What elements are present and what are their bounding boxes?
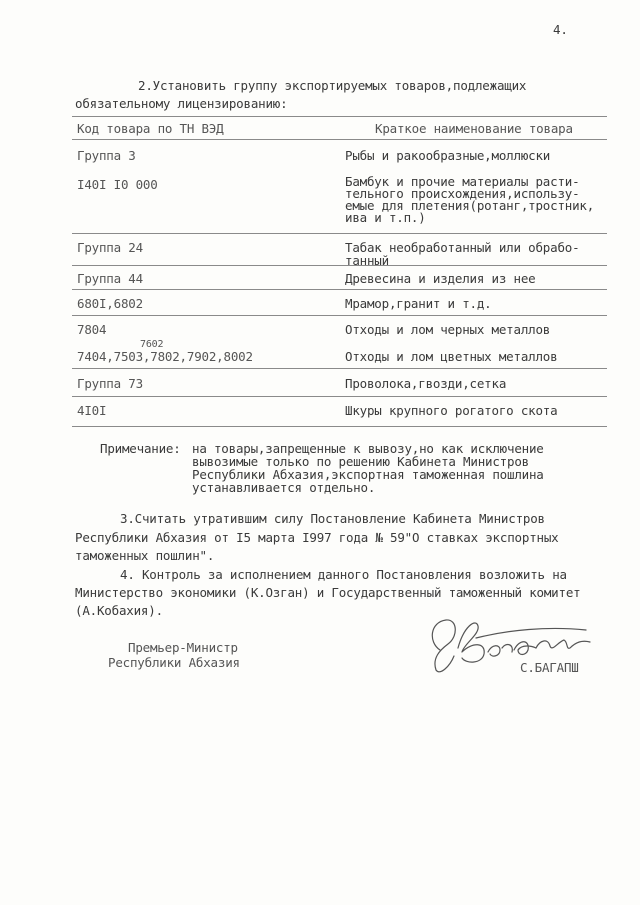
item4-line: Министерство экономики (К.Озган) и Государственный таможенный комитет [75,585,581,600]
row-rule [72,289,607,290]
table-row-name: ива и т.п.) [345,210,426,225]
col1-header: Код товара по ТН ВЭД [77,121,224,136]
table-top-rule [72,116,607,117]
row-rule [72,396,607,397]
note-line: вывозимые только по решению Кабинета Министров [192,454,529,469]
item4-line: 4. Контроль за исполнением данного Постановления возложить на [120,567,567,582]
note-label: Примечание: [100,441,181,456]
signatory-title: Премьер-Министр [128,640,238,655]
table-row-code: I40I I0 000 [77,177,158,192]
table-row-name: Отходы и лом черных металлов [345,322,551,337]
table-header-rule [72,139,607,140]
item2-line2: обязательному лицензированию: [75,96,288,111]
note-line: Республики Абхазия,экспортная таможенная пошлина [192,467,544,482]
table-row-name: Бамбук и прочие материалы расти- [345,174,580,189]
row-rule [72,368,607,369]
item3-line: Республики Абхазия от I5 марта I997 года № 59"О ставках экспортных [75,530,559,545]
handwritten-signature [418,612,608,682]
table-row-code: 7804 [77,322,107,337]
table-row-name: танный [345,253,389,268]
table-row-name: Мрамор,гранит и т.д. [345,296,492,311]
item4-line: (А.Кобахия). [75,603,163,618]
note-line: устанавливается отдельно. [192,480,376,495]
col2-header: Краткое наименование товара [375,121,573,136]
table-row-code: Группа 73 [77,376,143,391]
table-row-name: Отходы и лом цветных металлов [345,349,558,364]
table-row-name: Шкуры крупного рогатого скота [345,403,558,418]
item3-line: таможенных пошлин". [75,548,215,563]
row-rule [72,265,607,266]
table-row-name: Древесина и изделия из нее [345,271,536,286]
row-rule [72,315,607,316]
table-bottom-rule [72,426,607,427]
table-row-name: Проволока,гвозди,сетка [345,376,507,391]
item3-line: 3.Считать утратившим силу Постановление Кабинета Министров [120,511,545,526]
table-row-code: Группа 24 [77,240,143,255]
row-rule [72,233,607,234]
table-row-name: Рыбы и ракообразные,моллюски [345,148,551,163]
signatory-title: Республики Абхазия [108,655,240,670]
note-line: на товары,запрещенные к вывозу,но как исключение [192,441,544,456]
table-row-code: 680I,6802 [77,296,143,311]
table-row-code: 4I0I [77,403,107,418]
table-row-name: Табак необработанный или обрабо- [345,240,580,255]
signatory-name: С.БАГАПШ [520,660,579,675]
page-number: 4. [553,22,568,37]
table-row-name: тельного происхождения,использу- [345,186,580,201]
table-row-code: Группа 44 [77,271,143,286]
table-row-name: емые для плетения(ротанг,тростник, [345,198,595,213]
table-row-code: Группа 3 [77,148,136,163]
item2-line1: 2.Установить группу экспортируемых товаров,подлежащих [138,78,527,93]
handwritten-insert: 7602 [140,339,164,350]
table-row-code: 7404,7503,7802,7902,8002 [77,349,253,364]
